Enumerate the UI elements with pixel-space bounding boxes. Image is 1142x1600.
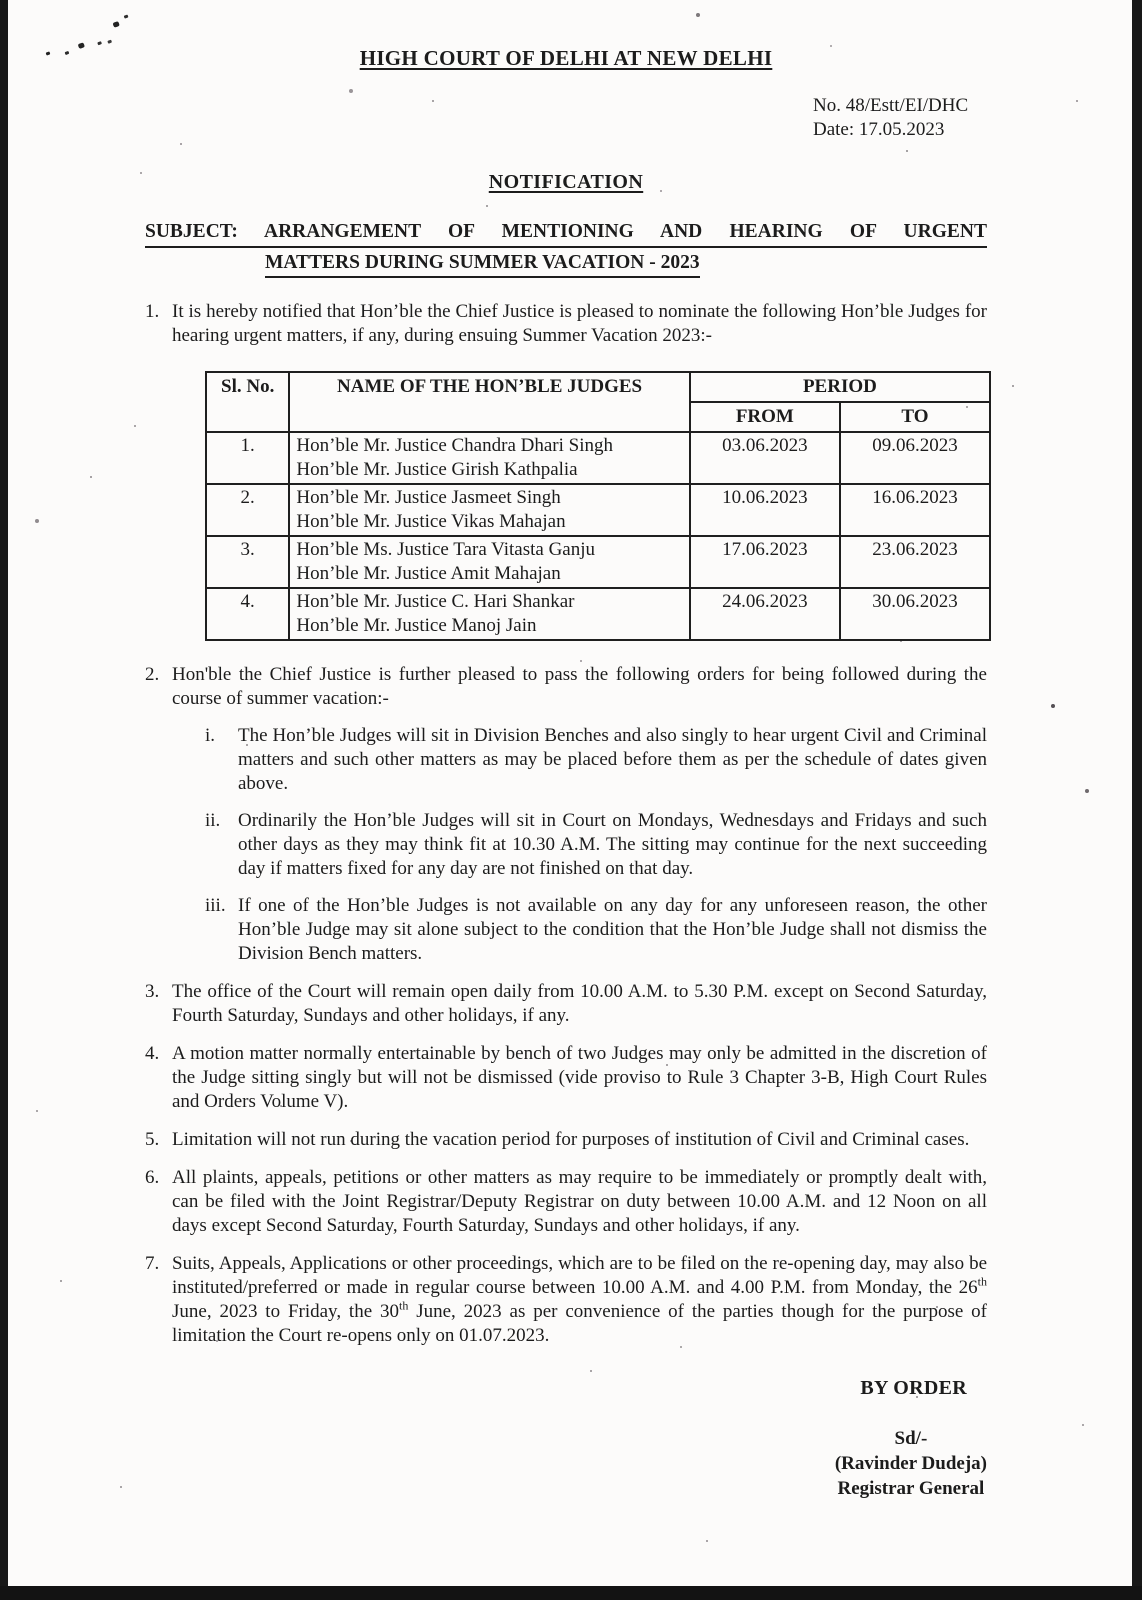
paragraph-1-number: 1. [145, 301, 160, 322]
document-date: Date: 17.05.2023 [813, 119, 945, 140]
by-order-label: BY ORDER [860, 1377, 967, 1399]
row-to-date: 23.06.2023 [840, 536, 990, 588]
notification-title: NOTIFICATION [488, 171, 644, 193]
table-row [206, 536, 990, 588]
row-judges [289, 588, 689, 640]
signed-label: Sd/- [894, 1428, 928, 1449]
row-sl: 1. [206, 432, 289, 484]
judges-roster-table [205, 371, 991, 641]
sub-item-i-text: The Hon’ble Judges will sit in Division Benches and also singly to hear urgent Civil and Criminal matters and such other matters as may be placed before them as per the schedule of dates given above. [238, 725, 987, 794]
paragraph-1-text: It is hereby notified that Hon’ble the Chief Justice is pleased to nominate the following Hon’ble Judges for hearing urgent matters, if any, during ensuing Summer Vacation 2023:- [172, 301, 987, 346]
paragraph-7-text [172, 1252, 987, 1348]
row-judges [289, 484, 689, 536]
row-from-date: 17.06.2023 [690, 536, 840, 588]
signature-footer [145, 1376, 987, 1501]
document-content [145, 0, 987, 1501]
paragraph-4-number: 4. [145, 1043, 160, 1064]
row-to-date: 30.06.2023 [840, 588, 990, 640]
table-row [206, 484, 990, 536]
row-from-date: 10.06.2023 [690, 484, 840, 536]
judge-name: Hon’ble Mr. Justice Manoj Jain [296, 615, 537, 636]
judge-name: Hon’ble Mr. Justice Amit Mahajan [296, 563, 561, 584]
subject-label: SUBJECT: [145, 221, 238, 242]
row-sl: 2. [206, 484, 289, 536]
subject-text-1: ARRANGEMENT OF MENTIONING AND HEARING OF URGENT [264, 221, 987, 242]
scan-edge-left [0, 0, 8, 1600]
table-row [206, 432, 990, 484]
paragraph-4-text: A motion matter normally entertainable by bench of two Judges may only be admitted in the discretion of the Judge sitting singly but will not be dismissed (vide proviso to Rule 3 Chapter 3-B, High Court Rules and Orders Volume V). [172, 1043, 987, 1112]
signature-block [835, 1426, 987, 1501]
signatory-title: Registrar General [837, 1478, 985, 1499]
paragraph-2-sub-items [205, 724, 987, 966]
paragraph-5-text: Limitation will not run during the vacation period for purposes of institution of Civil and Criminal cases. [172, 1129, 970, 1150]
paragraph-6-number: 6. [145, 1167, 160, 1188]
paragraph-2 [145, 663, 987, 711]
sub-item-i-number: i. [205, 725, 216, 746]
sub-item-i [205, 724, 987, 796]
row-to-date: 09.06.2023 [840, 432, 990, 484]
signatory-name: (Ravinder Dudeja) [834, 1453, 987, 1474]
subject-block [145, 220, 987, 278]
paragraph-4 [145, 1042, 987, 1114]
paragraph-7-number: 7. [145, 1253, 160, 1274]
ordinal-superscript: th [399, 1298, 409, 1313]
sub-item-ii-number: ii. [205, 810, 221, 831]
header-sl-no: Sl. No. [206, 372, 289, 432]
paragraph-7 [145, 1252, 987, 1348]
header-period: PERIOD [690, 372, 990, 402]
sub-item-iii-number: iii. [205, 895, 226, 916]
sub-item-ii-text: Ordinarily the Hon’ble Judges will sit in Court on Mondays, Wednesdays and Fridays and such other days as they may think fit at 10.30 A.M. The sitting may continue for the next succeeding day if matters fixed for any day are not finished on that day. [238, 810, 987, 879]
paragraph-1 [145, 300, 987, 348]
judge-name: Hon’ble Mr. Justice C. Hari Shankar [296, 591, 575, 612]
header-to: TO [840, 402, 990, 432]
judges-table-header [206, 372, 990, 432]
paragraph-3-number: 3. [145, 981, 160, 1002]
subject-line-1 [145, 220, 987, 248]
paragraph-6 [145, 1166, 987, 1238]
sub-item-ii [205, 809, 987, 881]
reference-block [813, 94, 1013, 142]
subject-line-2: MATTERS DURING SUMMER VACATION - 2023 [265, 251, 700, 278]
paragraph-2-number: 2. [145, 664, 160, 685]
judge-name: Hon’ble Mr. Justice Girish Kathpalia [296, 459, 578, 480]
paragraph-2-text: Hon'ble the Chief Justice is further pleased to pass the following orders for being followed during the course of summer vacation:- [172, 664, 987, 709]
table-row [206, 588, 990, 640]
header-from: FROM [690, 402, 840, 432]
paragraph-5 [145, 1128, 987, 1152]
judge-name: Hon’ble Ms. Justice Tara Vitasta Ganju [296, 539, 596, 560]
row-to-date: 16.06.2023 [840, 484, 990, 536]
row-sl: 4. [206, 588, 289, 640]
row-judges [289, 432, 689, 484]
row-from-date: 24.06.2023 [690, 588, 840, 640]
row-judges [289, 536, 689, 588]
paragraph-7-seg-b: June, 2023 to Friday, the 30 [172, 1301, 400, 1322]
paragraph-3 [145, 980, 987, 1028]
row-from-date: 03.06.2023 [690, 432, 840, 484]
paragraph-6-text: All plaints, appeals, petitions or other matters as may require to be immediately or promptly dealt with, can be filed with the Joint Registrar/Deputy Registrar on duty between 10.00 A.M. and 12 Noon on all days except Second Saturday, Fourth Saturday, Sundays and other holidays, if any. [172, 1167, 987, 1236]
paragraph-7-seg-c: June, 2023 as per convenience of the parties though for the purpose of limitation the Court re-opens only on 01.07.2023. [172, 1301, 987, 1346]
judge-name: Hon’ble Mr. Justice Vikas Mahajan [296, 511, 566, 532]
row-sl: 3. [206, 536, 289, 588]
scan-ink-marks [46, 51, 51, 55]
paragraph-5-number: 5. [145, 1129, 160, 1150]
ordinal-superscript: th [977, 1274, 987, 1289]
sub-item-iii [205, 894, 987, 966]
court-title: HIGH COURT OF DELHI AT NEW DELHI [359, 46, 773, 70]
judge-name: Hon’ble Mr. Justice Jasmeet Singh [296, 487, 561, 508]
judge-name: Hon’ble Mr. Justice Chandra Dhari Singh [296, 435, 613, 456]
paragraph-7-seg-a: Suits, Appeals, Applications or other proceedings, which are to be filed on the re-opening day, may also be instituted/preferred or made in regular course between 10.00 A.M. and 4.00 P.M. from Monday, the 26 [172, 1253, 987, 1298]
header-judge-name: NAME OF THE HON’BLE JUDGES [289, 372, 689, 432]
scan-edge-right [1132, 0, 1142, 1600]
paragraph-3-text: The office of the Court will remain open daily from 10.00 A.M. to 5.30 P.M. except on Second Saturday, Fourth Saturday, Sundays and other holidays, if any. [172, 981, 987, 1026]
scan-edge-bottom [0, 1586, 1142, 1600]
sub-item-iii-text: If one of the Hon’ble Judges is not available on any day for any unforeseen reason, the other Hon’ble Judge may sit alone subject to the condition that the Hon’ble Judge shall not dismiss the Division Bench matters. [238, 895, 987, 964]
reference-number: No. 48/Estt/EI/DHC [813, 95, 969, 116]
